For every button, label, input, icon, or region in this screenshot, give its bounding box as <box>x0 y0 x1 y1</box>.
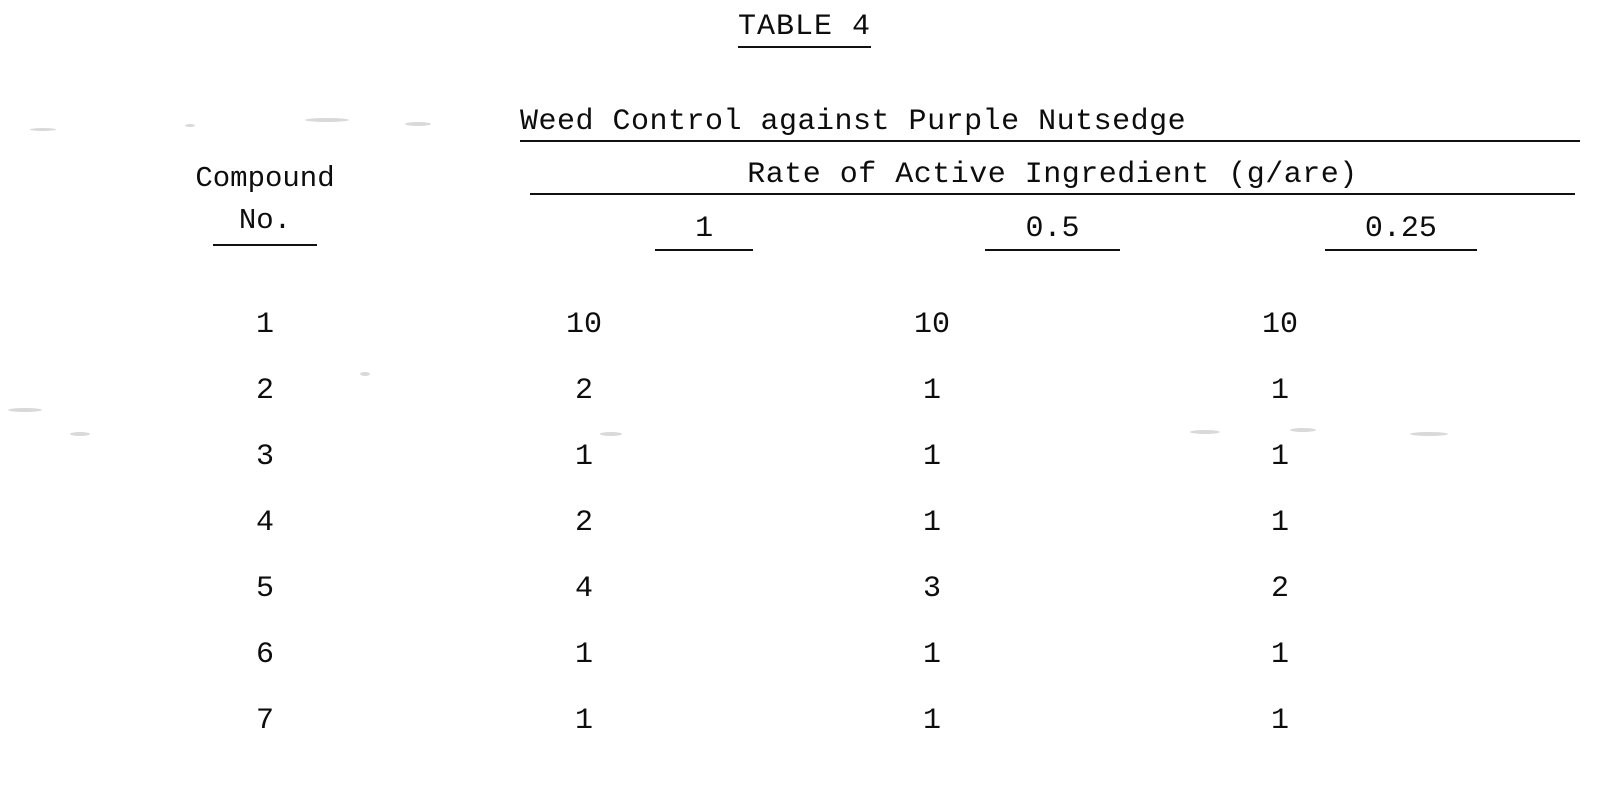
rate-column-header-1 <box>530 212 878 251</box>
scan-speckle <box>600 432 622 436</box>
scan-speckle <box>360 372 370 376</box>
cell-value: 10 <box>913 308 950 342</box>
table-row <box>0 424 1609 490</box>
scan-speckle <box>8 408 42 412</box>
cell-compound: 3 <box>255 440 274 474</box>
rate-column-headers <box>530 212 1575 251</box>
cell-value: 1 <box>574 704 593 738</box>
stub-header-line1: Compound <box>195 162 335 195</box>
cell-compound: 2 <box>255 374 274 408</box>
cell-value: 1 <box>1270 638 1289 672</box>
table-row <box>0 292 1609 358</box>
cell-value: 1 <box>1270 374 1289 408</box>
cell-value: 1 <box>922 440 941 474</box>
rate-column-header-2-label: 0.5 <box>985 212 1119 251</box>
cell-value: 1 <box>1270 506 1289 540</box>
table-body <box>0 292 1609 754</box>
table-row <box>0 556 1609 622</box>
cell-value: 1 <box>922 704 941 738</box>
scan-speckle <box>185 124 195 127</box>
cell-compound: 5 <box>255 572 274 606</box>
table-row <box>0 358 1609 424</box>
table-row <box>0 688 1609 754</box>
cell-value: 3 <box>922 572 941 606</box>
table-header-sub: Rate of Active Ingredient (g/are) <box>530 158 1575 195</box>
stub-column-header <box>120 158 410 246</box>
rate-column-header-3 <box>1227 212 1575 251</box>
cell-compound: 6 <box>255 638 274 672</box>
table-header-main: Weed Control against Purple Nutsedge <box>520 105 1580 142</box>
scan-speckle <box>405 122 431 126</box>
cell-value: 10 <box>1261 308 1298 342</box>
cell-compound: 1 <box>255 308 274 342</box>
cell-value: 2 <box>574 506 593 540</box>
rate-column-header-1-label: 1 <box>655 212 753 251</box>
scan-speckle <box>30 128 56 131</box>
rate-column-header-2 <box>878 212 1226 251</box>
cell-value: 1 <box>574 440 593 474</box>
cell-compound: 7 <box>255 704 274 738</box>
cell-value: 10 <box>565 308 602 342</box>
scan-speckle <box>1410 432 1448 436</box>
scan-speckle <box>1290 428 1316 432</box>
cell-compound: 4 <box>255 506 274 540</box>
cell-value: 2 <box>574 374 593 408</box>
cell-value: 4 <box>574 572 593 606</box>
cell-value: 1 <box>1270 704 1289 738</box>
rate-column-header-3-label: 0.25 <box>1325 212 1477 251</box>
scan-speckle <box>305 118 349 122</box>
cell-value: 1 <box>1270 440 1289 474</box>
stub-header-line2: No. <box>213 200 317 246</box>
cell-value: 2 <box>1270 572 1289 606</box>
scan-speckle <box>1190 430 1220 434</box>
table-row <box>0 490 1609 556</box>
table-title <box>0 10 1609 44</box>
table-title-text: TABLE 4 <box>738 10 871 48</box>
table-row <box>0 622 1609 688</box>
cell-value: 1 <box>922 506 941 540</box>
scan-speckle <box>70 432 90 436</box>
cell-value: 1 <box>574 638 593 672</box>
cell-value: 1 <box>922 638 941 672</box>
cell-value: 1 <box>922 374 941 408</box>
